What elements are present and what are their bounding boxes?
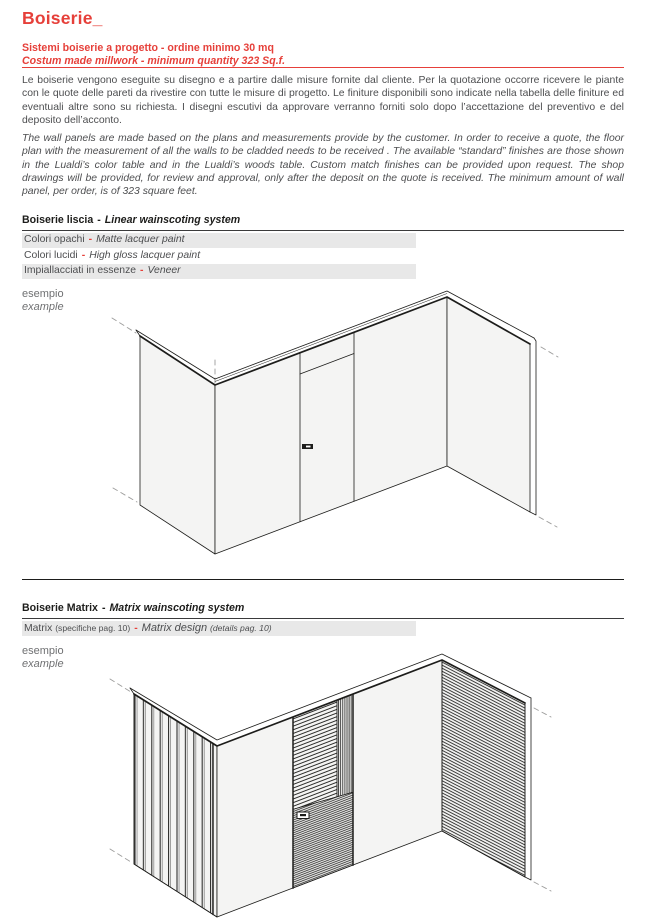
- row-separator: -: [140, 265, 144, 276]
- example-label-liscia: [22, 288, 64, 314]
- intro-italian: Le boiserie vengono eseguite su disegno e a partire dalle misure fornite dal cliente. Per la quotazione occorre ricevere le piante con le quote delle pareti da rivestire con tutte le misure di progetto. Le finiture disponibili sono indicate nella tabella delle finiture ed eventuali altre sono su richiesta. I disegni escutivi da approvare verranno forniti solo dopo l’accettazione del preventivo e del deposito dell’acconto.: [22, 75, 624, 126]
- section-heading-english: Linear wainscoting system: [104, 214, 241, 226]
- wall-top-cap: [136, 291, 536, 515]
- finish-italian-note: (specifiche pag. 10): [55, 623, 131, 633]
- left-wall-matrix: [134, 694, 217, 917]
- door-handle-matrix: [297, 812, 309, 819]
- section-heading-italian: Boiserie Matrix: [22, 602, 98, 614]
- finish-english: High gloss lacquer paint: [89, 249, 201, 261]
- finish-italian: Impiallacciati in essenze: [24, 265, 137, 276]
- subtitle-rule: [22, 67, 624, 68]
- intro-english: The wall panels are made based on the plans and measurements provide by the customer. In order to receive a quote, the floor plan with the measurement of all the walls to be cladded needs to be received . The available “standard” finishes are those shown in the Lualdi’s color table and in the Lualdi’s woods table. Custom match finishes can be provided upon request. The shop drawings will be provided, for review and approval, only after the deposit on the quote is received. The minimum amount of wall panel, per order, is of 323 square feet.: [22, 133, 624, 198]
- row-separator: -: [88, 234, 93, 245]
- finish-italian: Colori lucidi: [24, 249, 78, 261]
- subtitle-italian: Sistemi boiserie a progetto - ordine minimo 30 mq: [22, 42, 274, 54]
- row-separator: -: [134, 623, 138, 634]
- finish-row-matrix: [22, 621, 416, 636]
- section-divider: [22, 579, 624, 580]
- linear-example-drawing: [112, 291, 558, 554]
- example-english: example: [22, 301, 64, 313]
- finish-english: Matte lacquer paint: [96, 234, 185, 245]
- wall-top-edge-matrix: [134, 660, 525, 746]
- finish-italian: Colori opachi: [24, 234, 85, 245]
- main-wall: [215, 297, 447, 554]
- example-label-matrix: [22, 645, 64, 671]
- section-header-liscia: [22, 214, 624, 231]
- door-matrix: [293, 694, 353, 888]
- subtitle: [22, 42, 285, 67]
- section-header-matrix: [22, 602, 624, 619]
- right-wall: [447, 297, 530, 512]
- finish-italian: Matrix: [24, 623, 53, 634]
- section-heading-italian: Boiserie liscia: [22, 214, 94, 226]
- example-italian: esempio: [22, 645, 64, 657]
- finish-row-veneer: [22, 264, 416, 279]
- example-english: example: [22, 658, 64, 670]
- subtitle-english: Costum made millwork - minimum quantity 323 Sq.f.: [22, 54, 286, 67]
- wall-top-cap-matrix: [130, 654, 531, 880]
- wall-top-edge: [140, 297, 530, 385]
- finish-row-gloss: [22, 249, 416, 264]
- door: [300, 332, 354, 522]
- door-handle: [302, 444, 313, 449]
- page-title: Boiserie_: [22, 8, 103, 28]
- heading-separator: -: [101, 602, 106, 614]
- right-wall-matrix: [442, 660, 525, 877]
- finish-english: Veneer: [147, 265, 181, 276]
- matrix-example-drawing: [110, 654, 551, 917]
- left-wall: [140, 336, 215, 554]
- example-italian: esempio: [22, 288, 64, 300]
- finish-english-note: (details pag. 10): [209, 623, 272, 633]
- main-wall-matrix: [217, 660, 442, 917]
- finish-row-matte: [22, 233, 416, 248]
- heading-separator: -: [97, 214, 101, 226]
- section-heading-english: Matrix wainscoting system: [109, 602, 245, 614]
- finish-english: Matrix design: [141, 622, 208, 634]
- row-separator: -: [81, 249, 86, 261]
